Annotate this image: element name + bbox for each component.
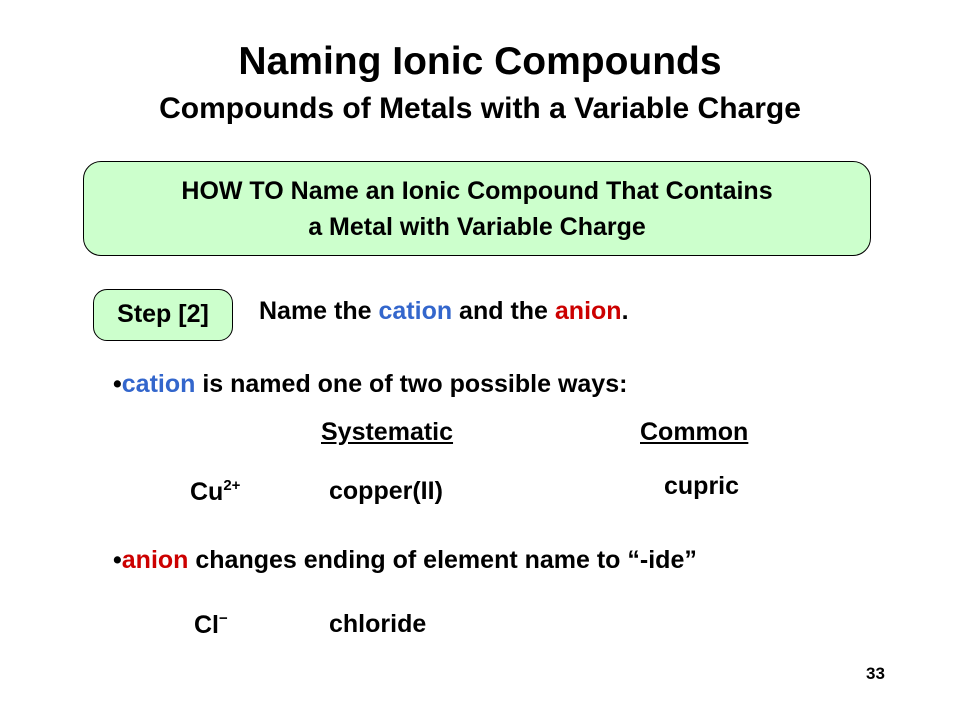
bullet-cation-text: is named one of two possible ways:: [195, 370, 628, 398]
copper-symbol: Cu: [190, 478, 224, 506]
copper-ion: [190, 477, 240, 507]
bullet-marker: •: [113, 546, 122, 574]
slide-subtitle: Compounds of Metals with a Variable Charge: [159, 92, 801, 125]
step-text-part1: Name the: [259, 297, 379, 325]
chloride-charge: −: [219, 610, 228, 627]
step-label-box: Step [2]: [93, 289, 233, 341]
howto-line-2: a Metal with Variable Charge: [308, 213, 646, 241]
bullet-anion-text: changes ending of element name to “-ide”: [188, 546, 697, 574]
step-text-part2: and the: [452, 297, 555, 325]
bullet-marker: •: [113, 370, 122, 398]
copper-common-name: cupric: [664, 472, 740, 500]
column-header-common: Common: [640, 418, 749, 446]
howto-box: [83, 161, 871, 256]
column-header-systematic: Systematic: [321, 418, 454, 446]
howto-line-1: HOW TO Name an Ionic Compound That Contains: [181, 177, 773, 205]
bullet-cation-keyword: cation: [121, 370, 196, 398]
anion-word: anion: [554, 297, 622, 325]
step-instruction: [259, 297, 629, 326]
bullet-anion-keyword: anion: [121, 546, 189, 574]
page-number: 33: [866, 664, 885, 683]
chloride-ion: [194, 610, 228, 640]
copper-systematic-name: copper(II): [329, 477, 443, 505]
step-text-part3: .: [621, 297, 629, 325]
bullet-anion: [113, 546, 697, 575]
bullet-cation: [113, 370, 627, 399]
slide-title: Naming Ionic Compounds: [238, 40, 722, 83]
chlorine-symbol: Cl: [194, 611, 219, 639]
cation-word: cation: [378, 297, 453, 325]
chloride-name: chloride: [329, 610, 427, 638]
copper-charge: 2+: [223, 477, 241, 494]
